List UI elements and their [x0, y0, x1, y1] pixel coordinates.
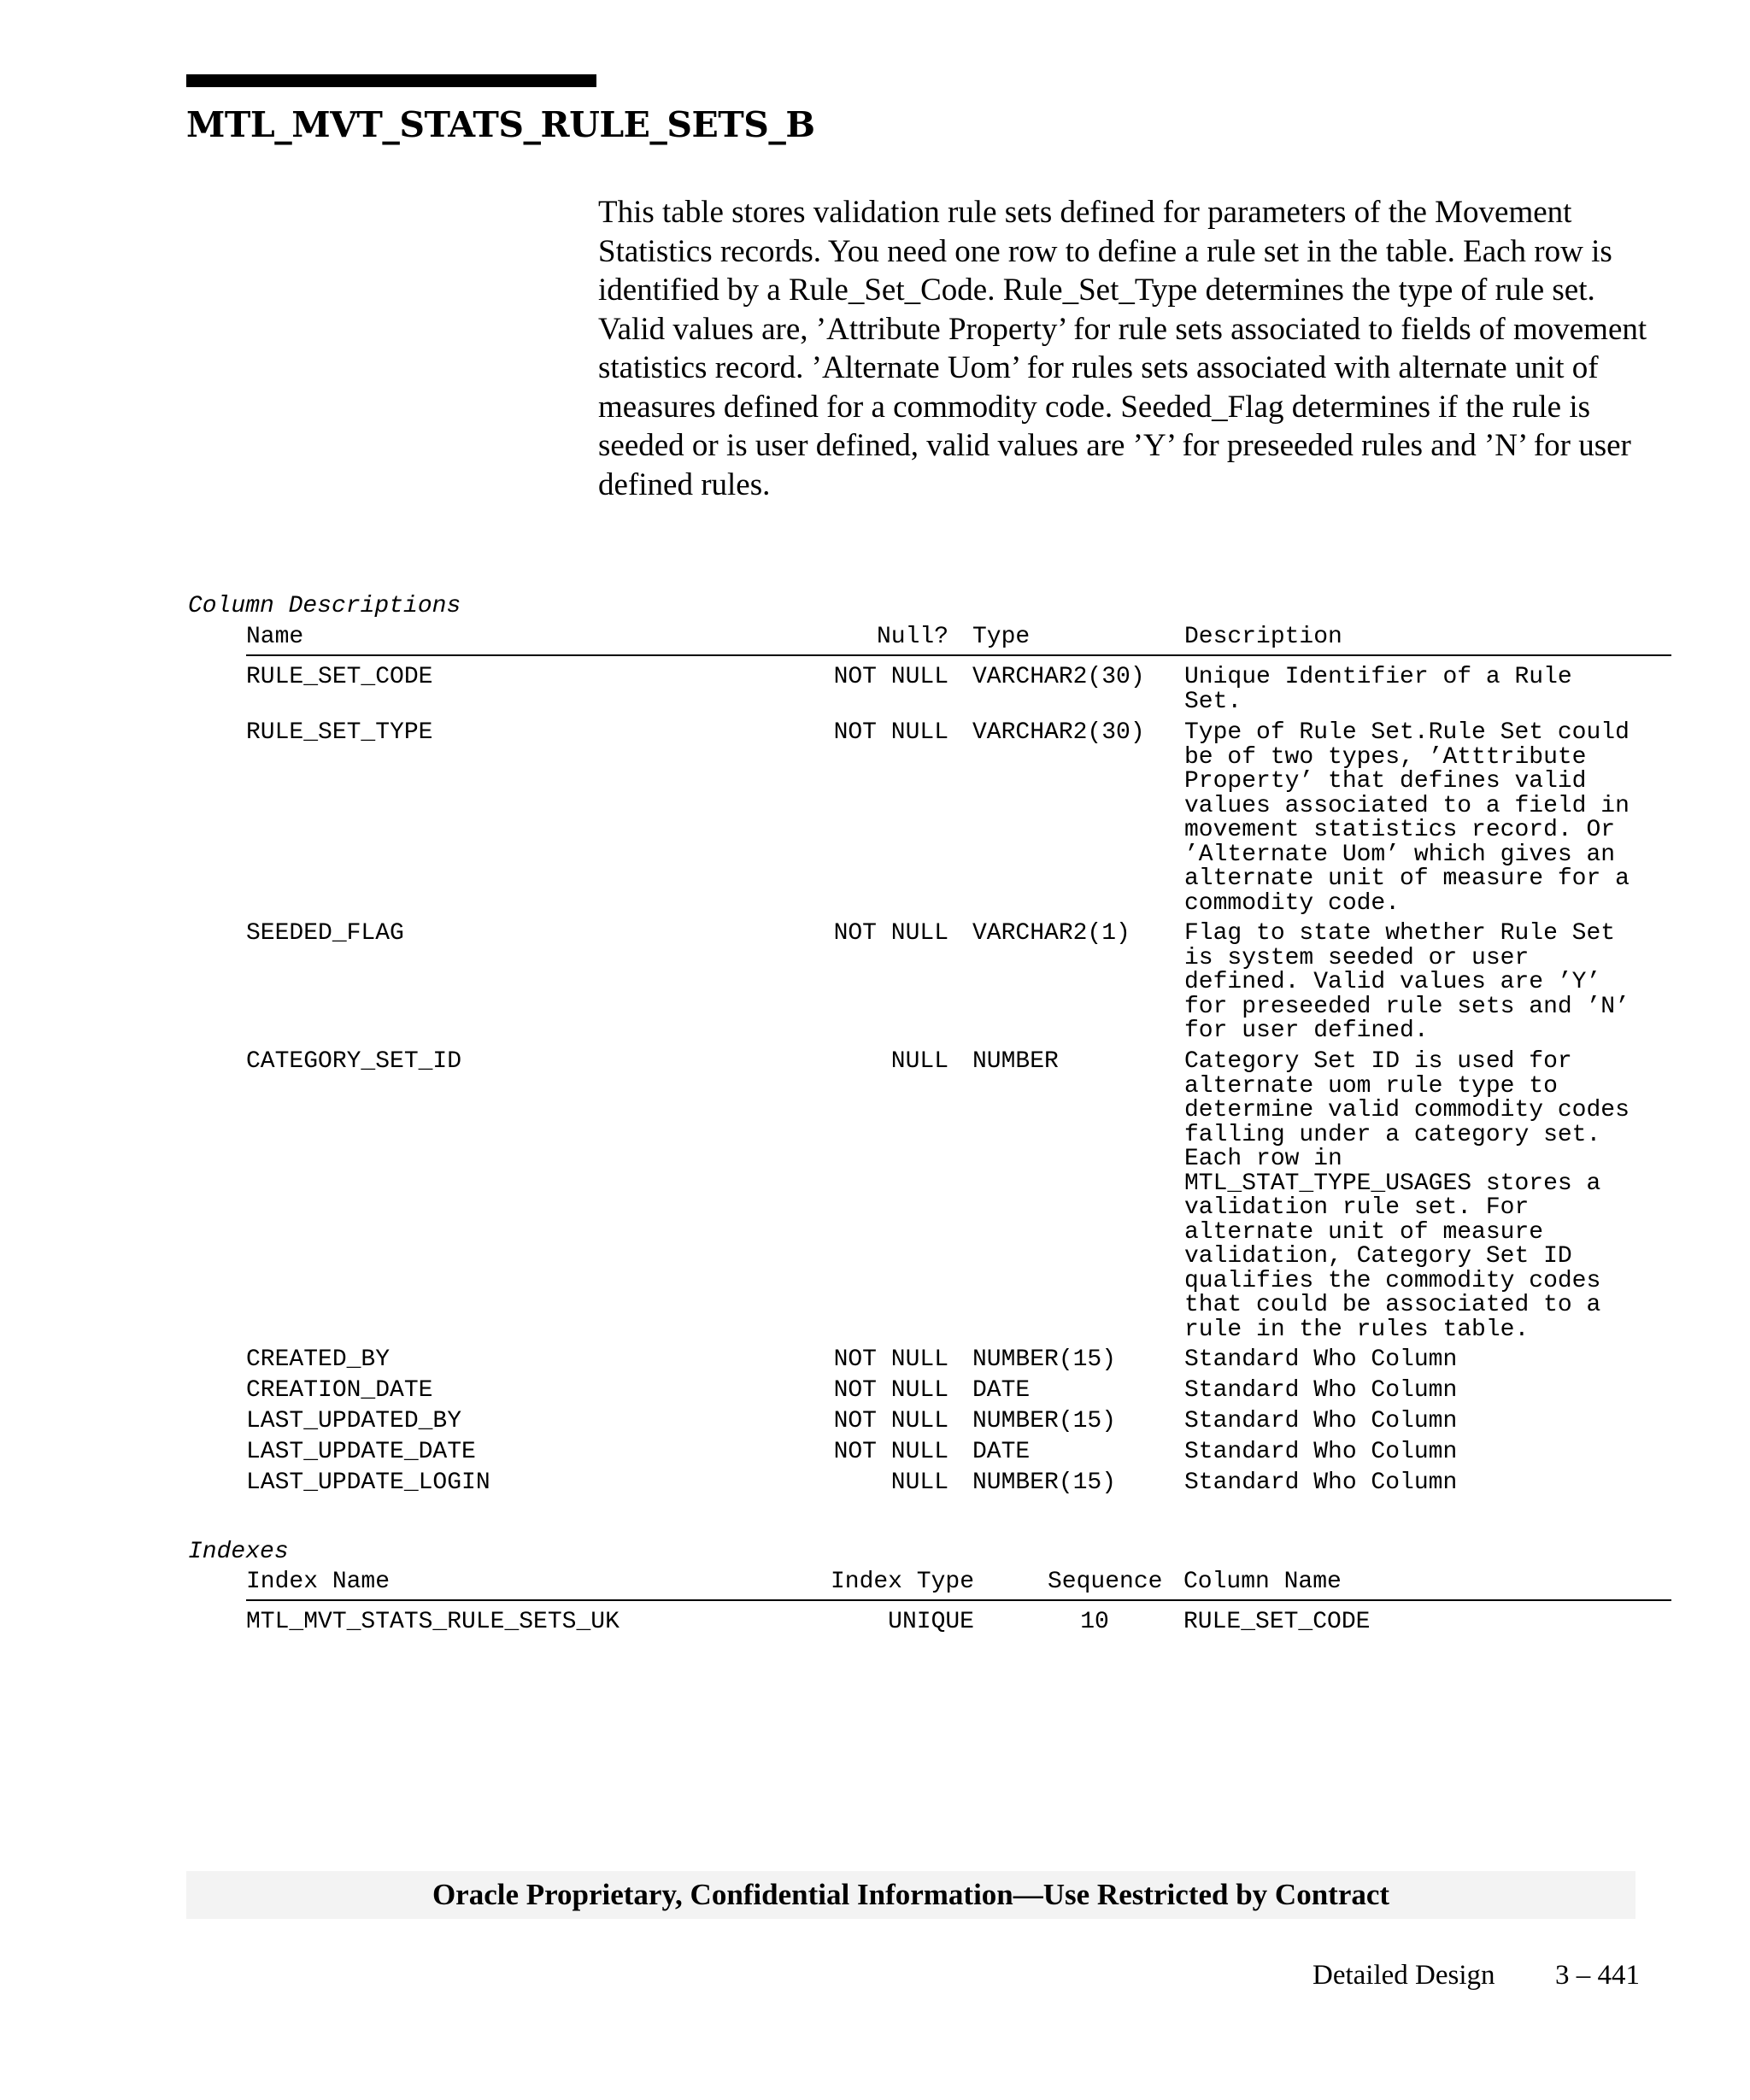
index-type: UNIQUE [888, 1609, 974, 1635]
column-name: CREATION_DATE [246, 1377, 433, 1404]
column-description: Standard Who Column [1184, 1346, 1458, 1373]
footer-section-name: Detailed Design [1312, 1960, 1495, 1991]
column-null: NOT NULL [833, 719, 948, 746]
column-type: VARCHAR2(30) [972, 719, 1145, 746]
column-type: DATE [972, 1439, 1031, 1465]
confidential-footer [186, 1871, 1635, 1919]
column-name: LAST_UPDATE_LOGIN [246, 1469, 490, 1496]
page-title: MTL_MVT_STATS_RULE_SETS_B [186, 104, 815, 145]
title-rule-bar [186, 74, 596, 87]
column-name: SEEDED_FLAG [246, 920, 404, 947]
column-description: Type of Rule Set.Rule Set could be of two types, ’Atttribute Property’ that defines valid values associated to a field in movement statistics record. Or ’Alternate Uom’ which gives an alternate unit of measure for a commodity code. [1184, 719, 1630, 917]
column-null: NOT NULL [833, 1377, 948, 1404]
column-name: RULE_SET_TYPE [246, 719, 433, 746]
indexes-table-header [246, 1569, 1671, 1601]
column-type: DATE [972, 1377, 1031, 1404]
column-type: NUMBER(15) [972, 1346, 1117, 1373]
header-index-type: Index Type [830, 1569, 974, 1595]
header-type: Type [972, 624, 1031, 650]
index-sequence: 10 [1080, 1609, 1109, 1635]
column-null: NOT NULL [833, 920, 948, 947]
column-type: NUMBER(15) [972, 1469, 1117, 1496]
column-null: NOT NULL [833, 1346, 948, 1373]
index-column-name: RULE_SET_CODE [1183, 1609, 1371, 1635]
column-null: NOT NULL [833, 1408, 948, 1434]
indexes-label: Indexes [188, 1539, 289, 1565]
column-type: VARCHAR2(1) [972, 920, 1130, 947]
column-null: NOT NULL [833, 1439, 948, 1465]
header-description: Description [1184, 624, 1342, 650]
column-name: CREATED_BY [246, 1346, 391, 1373]
header-sequence: Sequence [1048, 1569, 1163, 1595]
column-name: LAST_UPDATED_BY [246, 1408, 462, 1434]
column-description: Standard Who Column [1184, 1439, 1458, 1465]
confidential-text: Oracle Proprietary, Confidential Information––Use Restricted by Contract [432, 1878, 1390, 1911]
column-type: VARCHAR2(30) [972, 664, 1145, 690]
column-null: NULL [890, 1048, 948, 1075]
table-description: This table stores validation rule sets defined for parameters of the Movement Statistics records. You need one row to define a rule set in the table. Each row is identified by a Rule_Set_Code. Rule_Set_Type determines the type of rule set. Valid values are, ’Attribute Property’ for rule sets associated to fields of movement statistics record. ’Alternate Uom’ for rules sets associated with alternate unit of measures defined for a commodity code. Seeded_Flag determines if the rule is seeded or is user defined, valid values are ’Y’ for preseeded rules and ’N’ for user defined rules. [598, 195, 1647, 502]
page-number: 3 – 441 [1555, 1960, 1640, 1991]
header-name: Name [246, 624, 304, 650]
column-description: Standard Who Column [1184, 1377, 1458, 1404]
header-null: Null? [876, 624, 948, 650]
column-name: RULE_SET_CODE [246, 664, 433, 690]
column-name: CATEGORY_SET_ID [246, 1048, 462, 1075]
column-name: LAST_UPDATE_DATE [246, 1439, 476, 1465]
column-description: Standard Who Column [1184, 1408, 1458, 1434]
columns-table-header [246, 624, 1671, 656]
column-null: NOT NULL [833, 664, 948, 690]
column-null: NULL [890, 1469, 948, 1496]
header-index-name: Index Name [246, 1569, 391, 1595]
column-descriptions-label: Column Descriptions [188, 593, 461, 619]
column-description: Unique Identifier of a Rule Set. [1184, 664, 1572, 715]
column-description: Category Set ID is used for alternate uom rule type to determine valid commodity codes falling under a category set. Each row in MTL_STAT_TYPE_USAGES stores a validation rule set. For alternate unit of measure validation, Category Set ID qualifies the commodity codes that could be associated to a rule in the rules table. [1184, 1048, 1630, 1343]
column-description: Flag to state whether Rule Set is system seeded or user defined. Valid values are ’Y’ for preseeded rule sets and ’N’ for user defined. [1184, 920, 1630, 1044]
column-type: NUMBER(15) [972, 1408, 1117, 1434]
index-name: MTL_MVT_STATS_RULE_SETS_UK [246, 1609, 620, 1635]
column-type: NUMBER [972, 1048, 1059, 1075]
header-column-name: Column Name [1183, 1569, 1342, 1595]
column-description: Standard Who Column [1184, 1469, 1458, 1496]
